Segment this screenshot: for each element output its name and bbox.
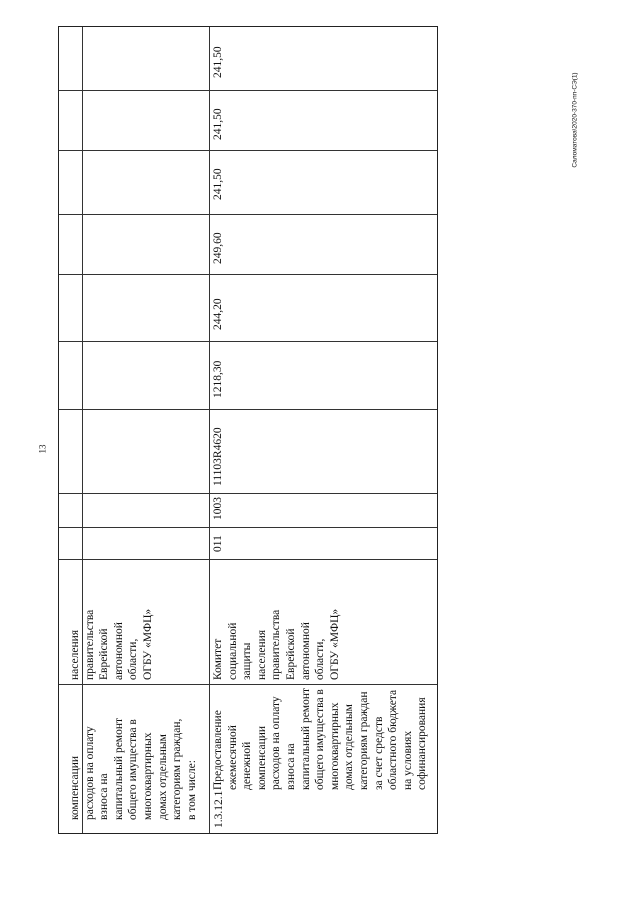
- col-border-2: [59, 150, 437, 151]
- row2-executor: Комитет социальной защиты населения правительства Еврейской автономной области, ОГБУ «МФЦ»: [212, 608, 341, 680]
- row1-description: компенсации расходов на оплату взноса на капитальный ремонт общего имущества в многоквартирных домах отдельным категориям граждан, в том числе:: [69, 717, 198, 820]
- col-border-5: [59, 341, 437, 342]
- row2-target-article: 11103R4620: [212, 427, 224, 486]
- document-file-code: Саломатова\2020-370-пп-СЭ(1): [571, 72, 579, 168]
- col-border-6: [59, 409, 437, 410]
- row2-number: 1.3.12.1: [213, 790, 225, 828]
- col-border-4: [59, 274, 437, 275]
- col-border-9: [59, 559, 437, 560]
- col-border-8: [59, 527, 437, 528]
- value-year-2: 249,60: [212, 232, 224, 264]
- row2-description: Предоставление ежемесячной денежной компенсации расходов на оплату взноса на капитальный ремонт общего имущества в многоквартирных домах отдельным категориям граждан за счет средств областного бюджета на условиях софинансирования: [212, 687, 429, 790]
- value-year-4: 241,50: [212, 108, 224, 140]
- value-year-3: 241,50: [212, 168, 224, 200]
- value-year-1: 244,20: [212, 298, 224, 330]
- row1-executor: населения правительства Еврейской автономной области, ОГБУ «МФЦ»: [69, 608, 154, 680]
- value-total: 1218,30: [212, 360, 224, 398]
- row2-grbs: 011: [212, 535, 224, 552]
- value-year-5: 241,50: [212, 46, 224, 78]
- row-divider: [209, 27, 210, 833]
- page-number: 13: [37, 444, 47, 454]
- col-border-1: [59, 90, 437, 91]
- col-border-3: [59, 214, 437, 215]
- col-border-7: [59, 493, 437, 494]
- row2-section: 1003: [212, 497, 224, 520]
